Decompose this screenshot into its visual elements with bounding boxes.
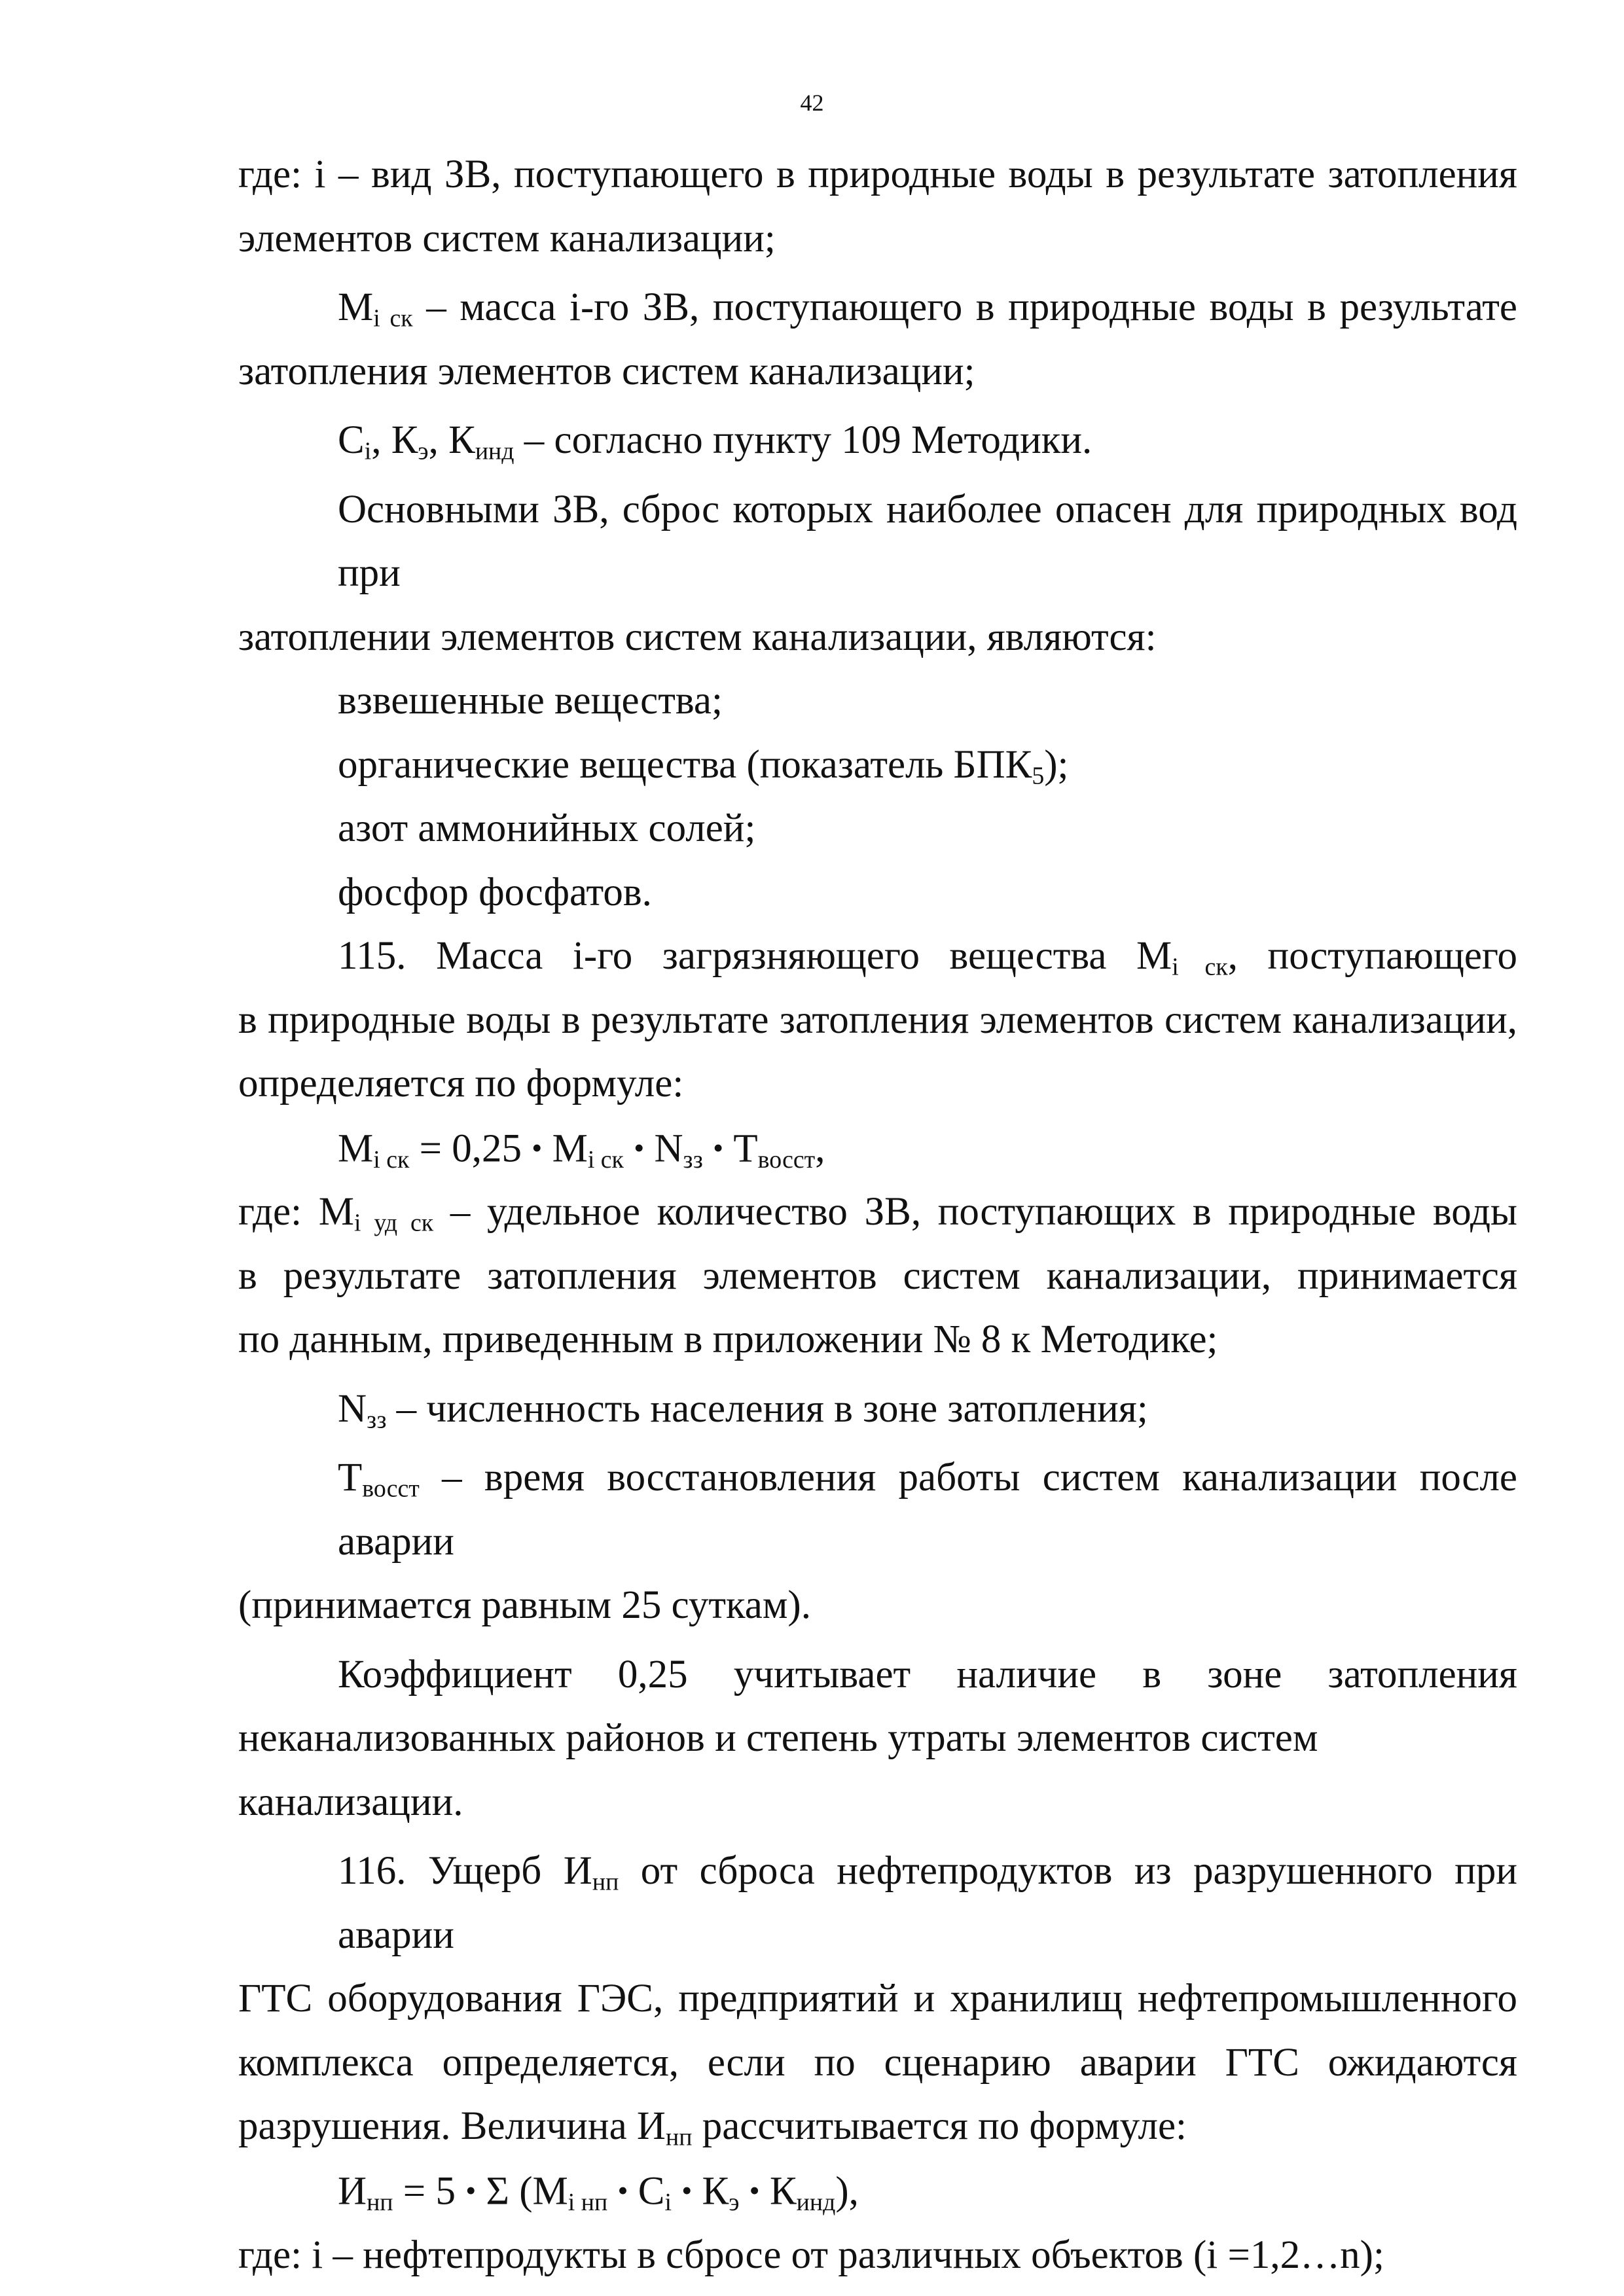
symbol: M (542, 1126, 588, 1170)
subscript: инд (475, 437, 514, 465)
multiply-dot: • (532, 1130, 543, 1164)
text-line (238, 1244, 1517, 1308)
subscript: зз (367, 1406, 387, 1434)
line-text: затоплении элементов систем канализации, являются: (238, 615, 1157, 659)
subscript: i (364, 437, 372, 465)
multiply-dot: • (634, 1130, 645, 1164)
text-line (238, 2223, 1517, 2287)
definition-mi-sk (238, 276, 1517, 340)
line-text: – численность населения в зоне затопления; (386, 1386, 1148, 1431)
line-text: где: i – вид ЗВ, поступающего в природные воды в результате затопления (238, 152, 1517, 196)
line-text: 115. Масса i-го загрязняющего вещества M (338, 934, 1172, 978)
symbol: , К (428, 418, 475, 462)
symbol: M (338, 1126, 374, 1170)
symbol: M (338, 285, 374, 329)
subscript: нп (592, 1868, 619, 1896)
symbol: К (692, 2169, 729, 2214)
text-line (238, 340, 1517, 404)
line-text: ГТС оборудования ГЭС, предприятий и хранилищ нефтепромышленного (238, 1977, 1517, 2021)
line-text: в природные воды в результате затопления элементов систем канализации, (238, 997, 1517, 1042)
subscript: нп (665, 2123, 693, 2151)
definition-mi-ud-sk (238, 1180, 1517, 1244)
line-text: ); (1044, 742, 1069, 787)
definition-tvosst (238, 1446, 1517, 1573)
subscript: i (664, 2188, 672, 2216)
text-line (238, 1967, 1517, 2031)
subscript: 5 (1032, 761, 1045, 789)
line-text: азот аммонийных солей; (338, 806, 756, 850)
text-line (238, 143, 1517, 207)
definition-ci-ke-kind (238, 408, 1517, 473)
subscript: i ск (373, 304, 413, 332)
subscript: э (418, 437, 429, 465)
text-line (238, 2094, 1517, 2159)
symbol: C (628, 2169, 665, 2214)
line-text: от сброса нефтепродуктов из разрушенного при аварии (338, 1849, 1517, 1957)
line-text: разрушения. Величина И (238, 2104, 666, 2149)
text-line (238, 2031, 1517, 2095)
line-text: Коэффициент 0,25 учитывает наличие в зоне затопления (338, 1652, 1517, 1696)
line-text: (принимается равным 25 суткам). (238, 1583, 811, 1628)
formula-mi-sk (238, 1116, 1517, 1181)
subscript: восст (757, 1145, 816, 1174)
paragraph-115 (238, 924, 1517, 988)
subscript: i ск (587, 1145, 624, 1174)
line-text: по данным, приведенным в приложении № 8 к Методике; (238, 1318, 1218, 1362)
line-text: фосфор фосфатов. (338, 870, 652, 914)
line-text: Основными ЗВ, сброс которых наиболее опасен для природных вод при (338, 487, 1517, 595)
line-text: определяется по формуле: (238, 1062, 684, 1105)
page-number: 42 (800, 90, 824, 116)
list-item (238, 861, 1517, 925)
multiply-dot: • (681, 2173, 693, 2207)
symbol: T (723, 1126, 758, 1170)
text-line (238, 478, 1517, 605)
line-text: неканализованных районов и степень утраты элементов систем канализации. (238, 1716, 1318, 1824)
multiply-dot: • (617, 2173, 628, 2207)
subscript: зз (683, 1145, 703, 1174)
multiply-dot: • (465, 2173, 477, 2207)
line-text: 116. Ущерб И (338, 1849, 592, 1893)
formula-text: = 0,25 (409, 1126, 532, 1170)
subscript: i уд ск (353, 1209, 434, 1237)
line-text: – время восстановления работы систем канализации после аварии (338, 1456, 1517, 1564)
list-item (238, 733, 1517, 797)
line-text: элементов систем канализации; (238, 216, 776, 260)
text-line (238, 1706, 1517, 1834)
line-text: – масса i-го ЗВ, поступающего в природные воды в результате (412, 285, 1517, 329)
text-line (238, 1573, 1517, 1638)
text-line (238, 1052, 1517, 1116)
subscript: нп (367, 2188, 393, 2216)
symbol: , К (371, 418, 418, 462)
subscript: i ск (373, 1145, 410, 1174)
list-item (238, 669, 1517, 733)
line-text: комплекса определяется, если по сценарию аварии ГТС ожидаются (238, 2040, 1517, 2085)
line-text: – согласно пункту 109 Методики. (514, 418, 1092, 462)
document-body (238, 143, 1517, 2287)
line-text: в результате затопления элементов систем канализации, принимается (238, 1253, 1517, 1298)
definition-nzz (238, 1377, 1517, 1441)
line-text: органические вещества (показатель БПК (338, 742, 1032, 787)
subscript: i ск (1172, 953, 1228, 981)
line-text: где: M (238, 1190, 354, 1234)
text-line (238, 1643, 1517, 1707)
line-text: затопления элементов систем канализации; (238, 349, 975, 393)
symbol: N (644, 1126, 683, 1170)
symbol: И (338, 2169, 367, 2214)
multiply-dot: • (713, 1130, 724, 1164)
text-line (238, 605, 1517, 670)
symbol: N (338, 1386, 367, 1431)
line-text: , поступающего (1227, 934, 1517, 978)
line-text: – удельное количество ЗВ, поступающих в природные воды (433, 1190, 1517, 1234)
line-text: где: i – нефтепродукты в сбросе от различных объектов (i =1,2…n); (238, 2233, 1384, 2277)
line-text: рассчитывается по формуле: (692, 2104, 1187, 2149)
line-text: взвешенные вещества; (338, 679, 723, 723)
subscript: i нп (568, 2188, 608, 2216)
formula-inp (238, 2159, 1517, 2223)
subscript: инд (796, 2188, 836, 2216)
text-line (238, 207, 1517, 271)
symbol: Σ (M (476, 2169, 568, 2214)
multiply-dot: • (749, 2173, 760, 2207)
formula-text: , (815, 1126, 825, 1170)
list-item (238, 797, 1517, 861)
text-line (238, 1308, 1517, 1372)
subscript: восст (362, 1475, 420, 1503)
formula-text: = 5 (393, 2169, 466, 2214)
symbol: С (338, 418, 365, 462)
subscript: э (729, 2188, 740, 2216)
symbol: К (759, 2169, 797, 2214)
text-line (238, 988, 1517, 1052)
symbol: T (338, 1456, 363, 1500)
paragraph-116 (238, 1839, 1517, 1967)
formula-text: ), (835, 2169, 859, 2214)
